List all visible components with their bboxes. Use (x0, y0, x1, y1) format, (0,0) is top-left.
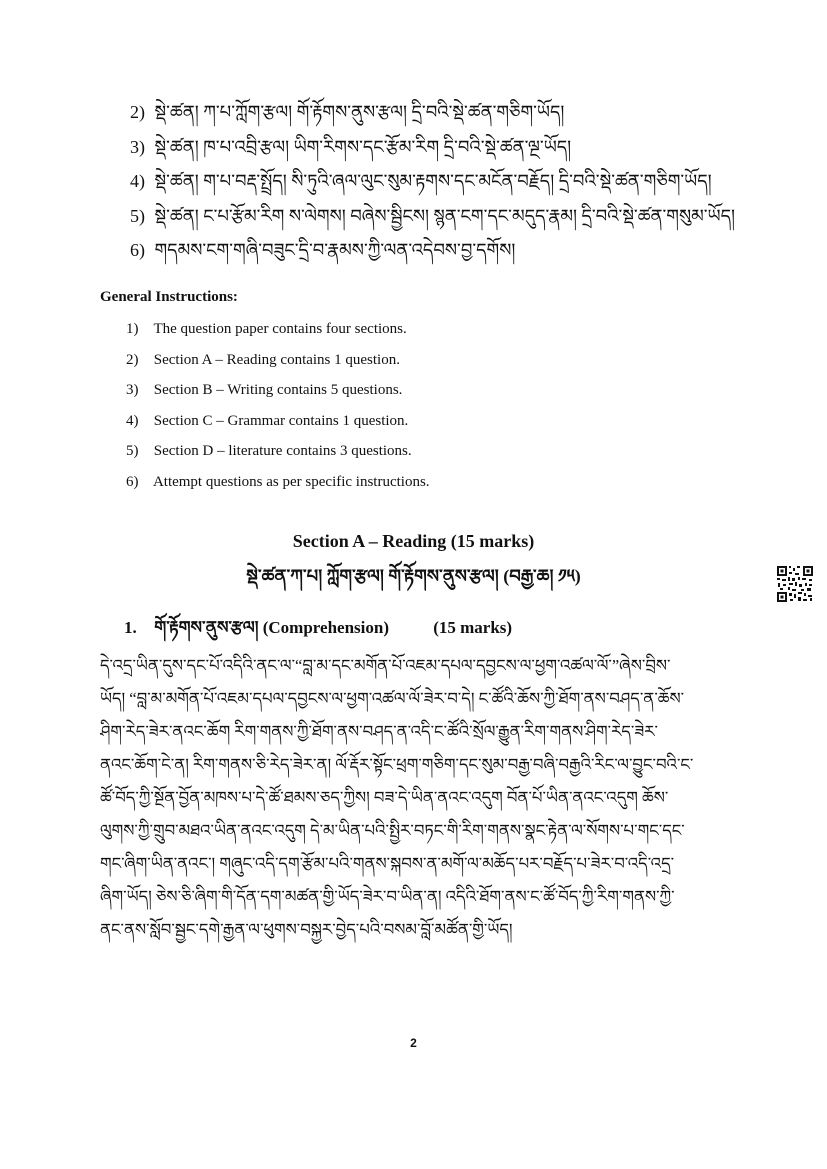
passage-line: ཞིག་ཡོད། ཅེས་ཅི་ཞིག་གི་དོན་དག་མཚན་གྱི་ཡོད་ཟེར་བ་ཡིན་ན། འདིའི་ཐོག་ནས་ང་ཚོ་བོད་ཀྱི་རིག་གནས་ཀྱི་ (100, 887, 675, 906)
instruction-item (126, 410, 646, 441)
question-heading (124, 608, 512, 656)
passage-line: ནའང་ཆོག་ངེ་ན། རིག་གནས་ཅི་རེད་ཟེར་ན། ལོ་རྡོར་སྟོང་ཕྲག་གཅིག་དང་སུམ་བརྒྱ་བཞི་བརྒྱའི་རིང་ལ་བྱུང་བའི་ང་ (100, 755, 694, 774)
list-number: 5) (130, 205, 145, 226)
instruction-text: Attempt questions as per specific instructions. (152, 473, 430, 490)
instruction-item (126, 379, 646, 410)
tibetan-section-list (130, 97, 770, 270)
instruction-text: Section B – Writing contains 5 questions. (153, 382, 403, 398)
passage-line: དེ་འདྲ་ཡིན་དུས་དང་པོ་འདིའི་ནང་ལ་“བླ་མ་དང་མགོན་པོ་འཇམ་དཔལ་དབྱངས་ལ་ཕྱག་འཚལ་ལོ་”ཞེས་བྲིས་ (100, 656, 671, 675)
instruction-item (126, 440, 646, 471)
passage-line: ཚོ་བོད་ཀྱི་སྔོན་བྱོན་མཁས་པ་དེ་ཚོ་ཐམས་ཅད་ཀྱིས། བཟ་དེ་ཡིན་ནའང་འདུག བོན་པོ་ཡིན་ནའང་འདུག ཆོས་ (100, 788, 669, 807)
list-text: སྡེ་ཚན། ག་པ་བརྡ་སྤྲོད། སི་ཏུའི་ཞལ་ལུང་སུམ་རྟགས་དང་མངོན་བརྗོད། དྲི་བའི་སྡེ་ཚན་གཅིག་ཡོད། (154, 171, 712, 191)
instruction-item (126, 318, 646, 349)
passage-line: ནང་ནས་སློབ་སྦྱང་དགེ་རྒྱན་ལ་ཕུགས་བསྐྱར་བྱེད་པའི་བསམ་བློ་མཚོན་གྱི་ཡོད། (100, 920, 513, 939)
instruction-number: 6) (126, 473, 139, 490)
question-marks: (15 marks) (433, 618, 513, 637)
section-title: Section A – Reading (15 marks) (292, 531, 535, 551)
list-text: སྡེ་ཚན། ཀ་པ་ཀློག་རྩལ། གོ་རྟོགས་ནུས་རྩལ། དྲི་བའི་སྡེ་ཚན་གཅིག་ཡོད། (154, 102, 565, 122)
instruction-text: Section C – Grammar contains 1 question. (153, 412, 409, 429)
list-text: སྡེ་ཚན། ཁ་པ་འབྲི་རྩལ། ཡིག་རིགས་དང་རྩོམ་རིག དྲི་བའི་སྡེ་ཚན་ལྔ་ཡོད། (154, 136, 572, 157)
tibetan-list-item (130, 235, 770, 270)
instruction-text: Section D – literature contains 3 questions. (153, 443, 412, 459)
instruction-number: 1) (126, 321, 139, 337)
tibetan-list-item (130, 166, 770, 201)
tibetan-list-item (130, 132, 770, 167)
list-number: 3) (130, 136, 145, 157)
list-number: 2) (130, 102, 145, 122)
passage-line: གང་ཞིག་ཡིན་ནའང་། གཞུང་འདི་དག་རྩོམ་པའི་གནས་སྐབས་ན་མགོ་ལ་མཆོད་པར་བརྗོད་པ་ཟེར་བ་འདི་འདྲ་ (100, 854, 675, 873)
list-number: 6) (130, 240, 145, 260)
tibetan-list-item (130, 97, 770, 132)
instruction-number: 4) (126, 412, 139, 429)
instruction-number: 5) (126, 443, 139, 459)
passage-line: ལུགས་ཀྱི་གྲུབ་མཐའ་ཡིན་ནའང་འདུག དེ་མ་ཡིན་པའི་སྤྱིར་བཏང་གི་རིག་གནས་སྣང་རྟེན་ལ་སོགས་པ་གང་དང་ (100, 821, 685, 840)
general-instructions-list (126, 318, 646, 501)
question-label: (Comprehension) (262, 618, 389, 637)
question-tibetan-label: གོ་རྟོགས་ནུས་རྩལ། (154, 618, 259, 637)
instruction-text: Section A – Reading contains 1 question. (153, 351, 400, 368)
comprehension-passage (100, 652, 730, 949)
instruction-item (126, 471, 646, 502)
list-text: གདམས་ངག་གཞི་བཟུང་དྲི་བ་རྣམས་ཀྱི་ལན་འདེབས་བྱ་དགོས། (154, 240, 516, 260)
instruction-item (126, 349, 646, 380)
instruction-number: 3) (126, 382, 139, 398)
instruction-number: 2) (126, 351, 139, 368)
qr-code-icon (776, 565, 814, 603)
passage-line: ཤིག་རེད་ཟེར་ནའང་ཆོག རིག་གནས་ཀྱི་ཐོག་ནས་བཤད་ན་འདི་ང་ཚོའི་སྲོལ་རྒྱུན་རིག་གནས་ཤིག་རེད་ཟེར་ (100, 722, 659, 741)
general-instructions-heading: General Instructions: (100, 289, 238, 305)
passage-line: ཡོད། “བླ་མ་མགོན་པོ་འཇམ་དཔལ་དབྱངས་ལ་ཕྱག་འཚལ་ལོ་ཟེར་བ་དེ། ང་ཚོའི་ཆོས་ཀྱི་ཐོག་ནས་བཤད་ན་ཆོས་ (100, 689, 685, 708)
list-number: 4) (130, 171, 145, 191)
question-number: 1. (124, 618, 137, 637)
section-tibetan-title: སྡེ་ཚན་ཀ་པ། ཀློག་རྩལ། གོ་རྟོགས་ནུས་རྩལ། (བརྒྱ་ཆ། ༡༥) (246, 566, 581, 586)
page-number: 2 (410, 1036, 417, 1050)
tibetan-list-item (130, 201, 770, 236)
list-text: སྡེ་ཚན། ང་པ་རྩོམ་རིག ས་ལེགས། བཞེས་སྦྱིངས། སྙན་ངག་དང་མདུད་རྣམ། དྲི་བའི་སྡེ་ཚན་གསུམ་ཡོད། (154, 205, 736, 226)
instruction-text: The question paper contains four sections. (153, 321, 407, 337)
